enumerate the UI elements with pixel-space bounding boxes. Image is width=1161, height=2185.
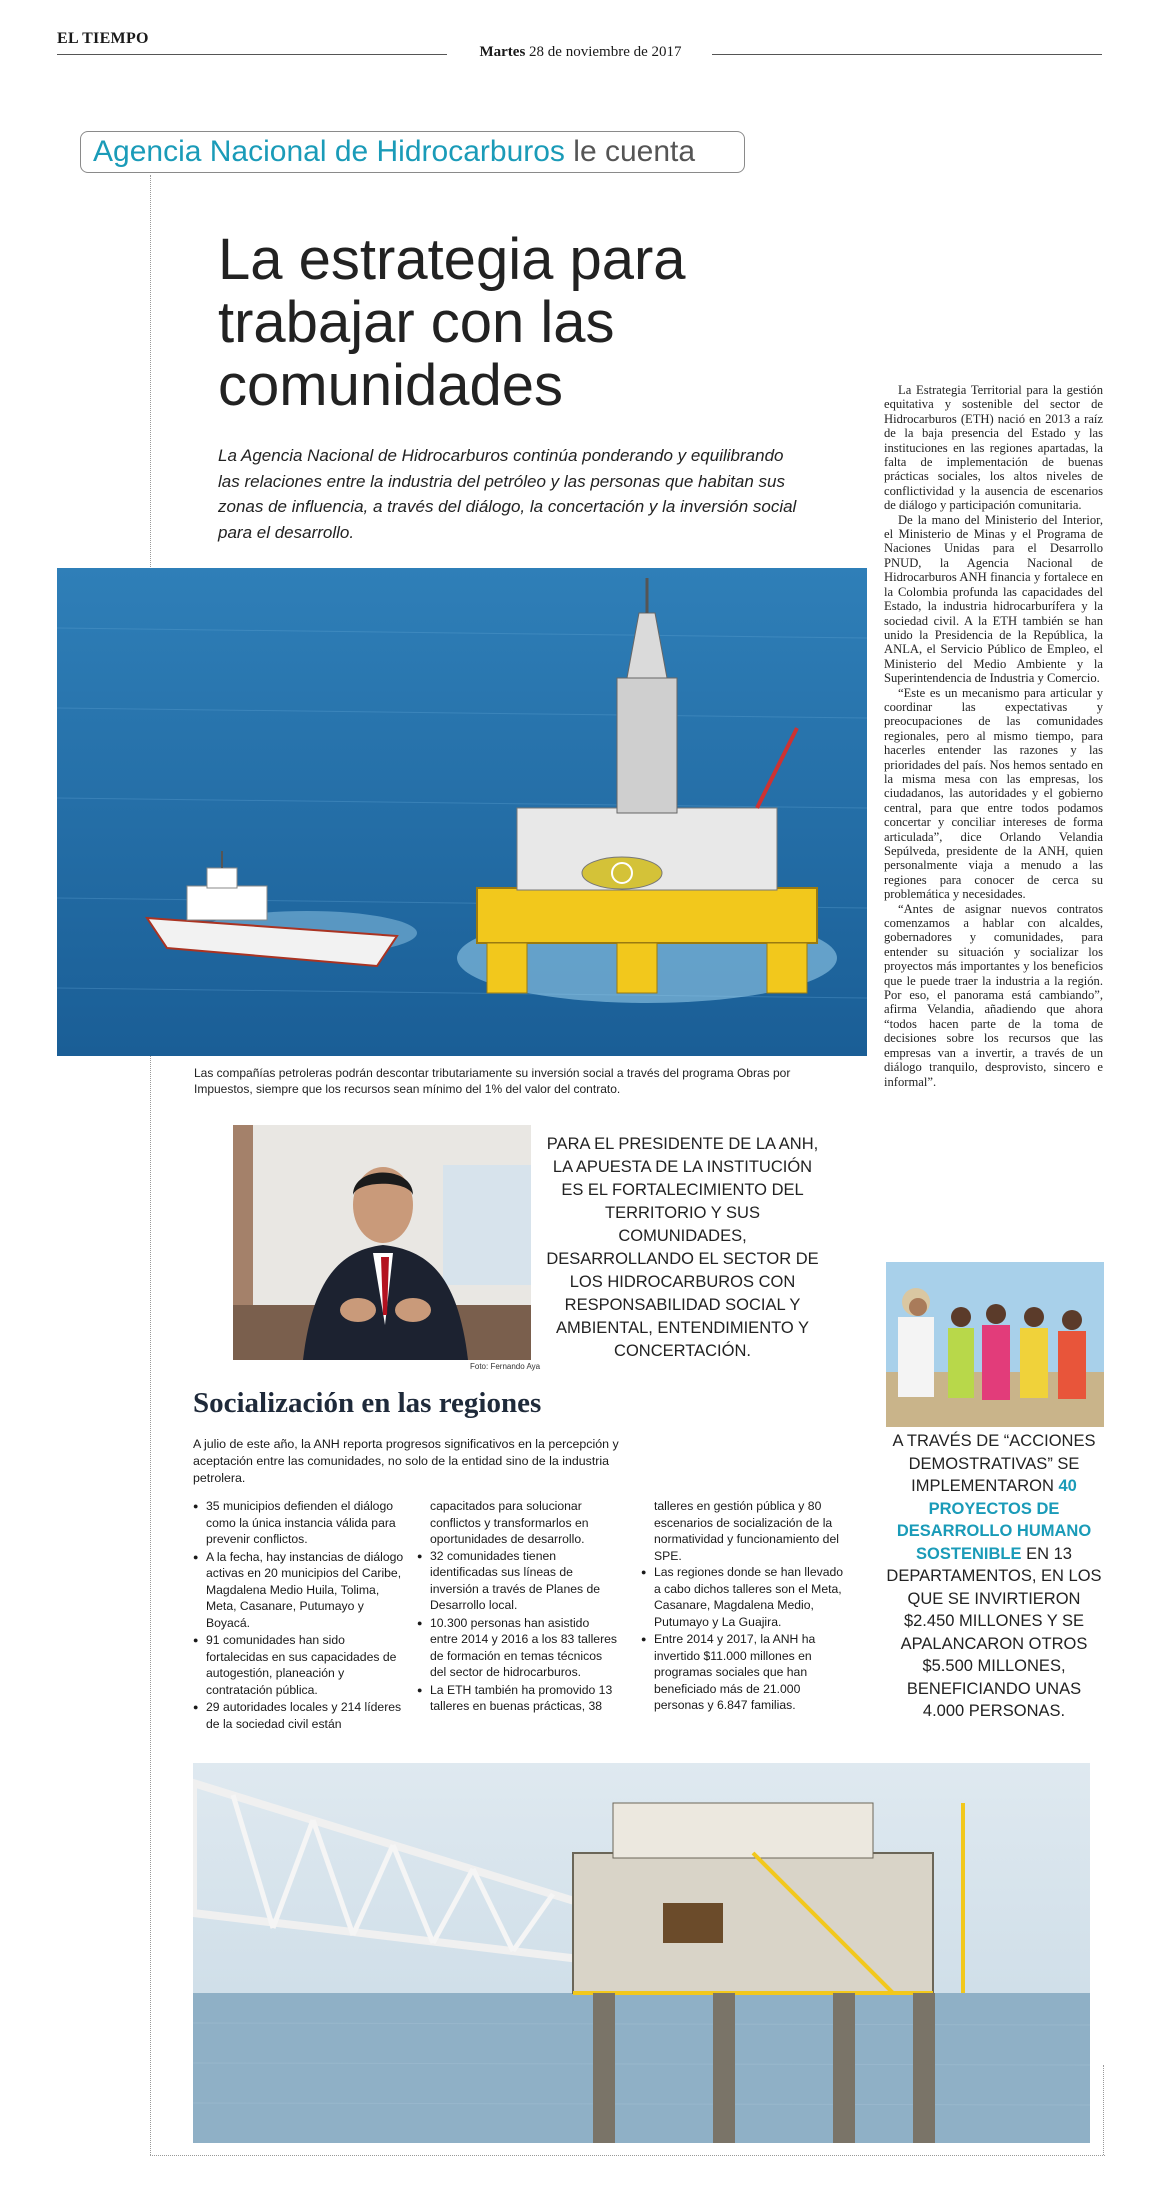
section-subhead: Socialización en las regiones (193, 1387, 542, 1419)
body-paragraph: “Este es un mecanismo para articular y coordinar las expectativas y preocupaciones de las comunidades regionales, pero al mismo tiempo, para hacerles entender las razones y las prioridades del país. Nos hemos sentado en la misma mesa con las empresas, los ciudadanos, las autoridades y el gobierno central, para que entre todos podamos concertar y conciliar intereses de forma articulada”, dice Orlando Velandia Sepúlveda, presidente de la ANH, quien personalmente viaja a menudo a las regiones para conocer de cerca su problemática y necesidades. (884, 685, 1103, 902)
bullet-item: ● A la fecha, hay instancias de diálogo activas en 20 municipios del Caribe, Magdalena Medio Huila, Tolima, Meta, Casanare, Putumayo y Boyacá. (193, 1549, 408, 1632)
bullet-item: ● 29 autoridades locales y 214 líderes de la sociedad civil están (193, 1699, 408, 1732)
bullet-column-1 (193, 1498, 408, 1733)
main-photo-caption: Las compañías petroleras podrán descontar tributariamente su inversión social a través del programa Obras por Impuestos, siempre que los recursos sean mínimo del 1% del valor del contrato. (194, 1066, 791, 1096)
frame-right-rule (1103, 2065, 1104, 2155)
section-intro: A julio de este año, la ANH reporta progresos significativos en la percepción y aceptación entre las comunidades, no solo de la entidad sino de la industria petrolera. (193, 1437, 619, 1485)
bullet-column-2 (417, 1498, 617, 1716)
article-headline: La estrategia para trabajar con las comunidades (218, 227, 686, 418)
community-photo (886, 1262, 1104, 1427)
body-paragraph: De la mano del Ministerio del Interior, el Ministerio de Minas y el Programa de Naciones Unidas para el Desarrollo PNUD, la Agencia Nacional de Hidrocarburos ANH financia y fortalece en la Colombia profunda las capacidades del Estado, la industria hidrocarburífera y la sociedad civil. A la ETH también se han unido la Presidencia de la República, la ANLA, el Servicio Público de Empleo, el Ministerio del Medio Ambiente y la Superintendencia de Industria y Comercio. (884, 512, 1103, 686)
dateline (0, 44, 1161, 61)
article-body (884, 383, 1103, 1089)
bullet-item: ● Entre 2014 y 2017, la ANH ha invertido $11.000 millones en programas sociales que han beneficiado más de 21.000 personas y 6.847 familias. (641, 1631, 851, 1714)
sidebox-text-after: EN 13 DEPARTAMENTOS, EN LOS QUE SE INVIRTIERON $2.450 MILLONES Y SE APALANCARON OTROS $5.500 MILLONES, BENEFICIANDO UNAS 4.000 PERSONAS. (886, 1544, 1102, 1720)
sponsor-banner (80, 131, 745, 173)
sidebar-highlight-box (885, 1430, 1103, 1723)
bullet-continuation: talleres en gestión pública y 80 escenarios de socialización de la normatividad y funcionamiento del SPE. (654, 1499, 839, 1563)
article-deck: La Agencia Nacional de Hidrocarburos continúa ponderando y equilibrando las relaciones entre la industria del petróleo y las personas que habitan sus zonas de influencia, a través del diálogo, la concertación y la inversión social para el desarrollo. (218, 446, 797, 542)
body-paragraph: La Estrategia Territorial para la gestión equitativa y sostenible del sector de Hidrocarburos (ETH) nació en 2013 a raíz de la baja presencia del Estado y las instituciones en las regiones apartadas, la falta de implementación de buenas prácticas sociales, los altos niveles de conflictividad y la ausencia de escenarios de diálogo y participación comunitaria. (884, 383, 1103, 513)
masthead-logo: EL TIEMPO (57, 30, 149, 47)
portrait-photo (233, 1125, 531, 1360)
frame-bottom-rule (150, 2155, 1105, 2156)
dateline-day: Martes (479, 44, 526, 60)
dateline-date: 28 de noviembre de 2017 (529, 44, 682, 60)
body-paragraph: “Antes de asignar nuevos contratos comenzamos a hablar con alcaldes, gobernadores y comunidades, para entender su situación y socializar los proyectos más importantes y los beneficios que le puede traer la industria a la región. Por eso, el panorama está cambiando”, afirma Velandia, añadiendo que ahora “todos hacen parte de la toma de decisiones sobre los recursos que las empresas van a invertir, a través de un diálogo tranquilo, desprovisto, sincero e informal”. (884, 901, 1103, 1089)
sponsor-brand: Agencia Nacional de Hidrocarburos (93, 135, 565, 168)
sponsor-suffix: le cuenta (573, 135, 696, 168)
sidebox-highlight: 40 PROYECTOS DE DESARROLLO HUMANO SOSTENIBLE (896, 1477, 1092, 1563)
bottom-photo-platform (193, 1763, 1090, 2143)
bullet-item: ● 35 municipios defienden el diálogo como la única instancia válida para prevenir conflictos. (193, 1498, 408, 1548)
sidebox-text-before: A TRAVÉS DE “ACCIONES DEMOSTRATIVAS” SE IMPLEMENTARON (892, 1432, 1096, 1495)
main-photo-offshore-rig (57, 568, 867, 1056)
portrait-credit: Foto: Fernando Aya (470, 1362, 541, 1371)
bullet-column-3 (641, 1498, 851, 1715)
pull-quote: PARA EL PRESIDENTE DE LA ANH, LA APUESTA DE LA INSTITUCIÓN ES EL FORTALECIMIENTO DEL TERRITORIO Y SUS COMUNIDADES, DESARROLLANDO EL SECTOR DE LOS HIDROCARBUROS CON RESPONSABILIDAD SOCIAL Y AMBIENTAL, ENTENDIMIENTO Y CONCERTACIÓN. (546, 1135, 819, 1360)
bullet-item: ● 10.300 personas han asistido entre 2014 y 2016 a los 83 talleres de formación en temas técnicos del sector de hidrocarburos. (417, 1615, 617, 1681)
bullet-item: ● 91 comunidades han sido fortalecidas en sus capacidades de autogestión, planeación y contratación pública. (193, 1632, 408, 1698)
bullet-item: ● Las regiones donde se han llevado a cabo dichos talleres son el Meta, Casanare, Magdalena Medio, Putumayo y La Guajira. (641, 1564, 851, 1630)
bullet-item: ● La ETH también ha promovido 13 talleres en buenas prácticas, 38 (417, 1682, 617, 1715)
frame-left-rule (150, 175, 151, 2155)
bullet-continuation: capacitados para solucionar conflictos y transformarlos en oportunidades de desarrollo. (430, 1499, 589, 1546)
bullet-item: ● 32 comunidades tienen identificadas sus líneas de inversión a través de Planes de Desarrollo local. (417, 1548, 617, 1614)
